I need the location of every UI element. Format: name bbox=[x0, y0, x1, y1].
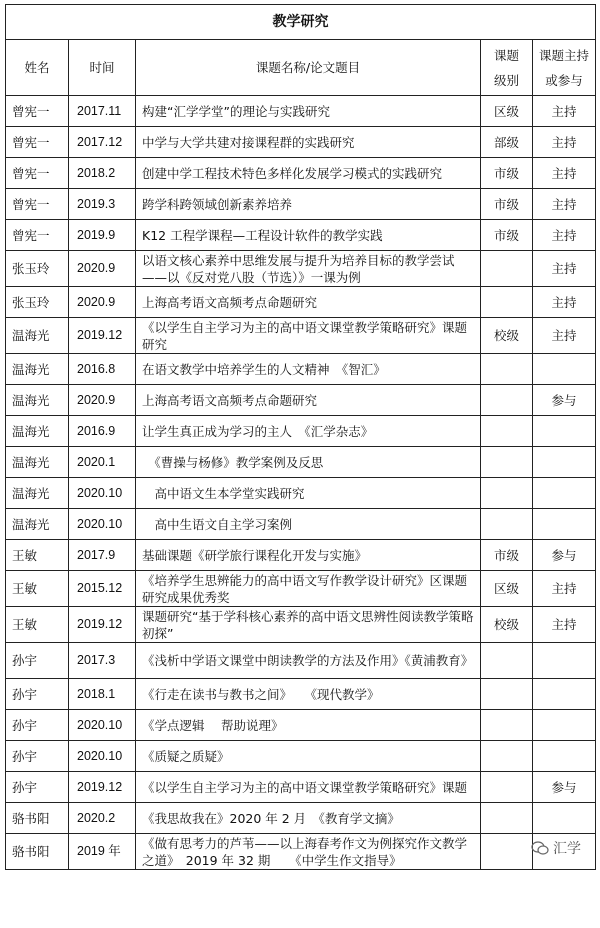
cell-topic: 在语文教学中培养学生的人文精神 《智汇》 bbox=[136, 354, 481, 385]
cell-level: 校级 bbox=[481, 607, 533, 643]
table-row bbox=[6, 540, 596, 571]
cell-topic: 《以学生自主学习为主的高中语文课堂教学策略研究》课题 bbox=[136, 772, 481, 803]
cell-topic: 上海高考语文高频考点命题研究 bbox=[136, 385, 481, 416]
cell-name: 温海光 bbox=[6, 354, 69, 385]
cell-role: 主持 bbox=[533, 251, 596, 287]
cell-level bbox=[481, 354, 533, 385]
page bbox=[5, 4, 595, 870]
table-row bbox=[6, 710, 596, 741]
cell-level: 市级 bbox=[481, 158, 533, 189]
cell-topic: 《曹操与杨修》教学案例及反思 bbox=[136, 447, 481, 478]
cell-name: 温海光 bbox=[6, 385, 69, 416]
cell-role: 主持 bbox=[533, 189, 596, 220]
cell-topic: 《学点逻辑 帮助说理》 bbox=[136, 710, 481, 741]
table-title: 教学研究 bbox=[6, 5, 596, 40]
cell-level bbox=[481, 741, 533, 772]
table-title-row bbox=[6, 5, 596, 40]
cell-time: 2020.9 bbox=[69, 251, 136, 287]
cell-name: 孙宇 bbox=[6, 679, 69, 710]
table-header-row bbox=[6, 40, 596, 96]
cell-role: 参与 bbox=[533, 385, 596, 416]
cell-topic: 构建“汇学学堂”的理论与实践研究 bbox=[136, 96, 481, 127]
cell-time: 2020.10 bbox=[69, 710, 136, 741]
wechat-watermark bbox=[531, 838, 581, 858]
cell-topic: K12 工程学课程—工程设计软件的教学实践 bbox=[136, 220, 481, 251]
cell-role bbox=[533, 679, 596, 710]
cell-role bbox=[533, 710, 596, 741]
cell-topic: 《浅析中学语文课堂中朗读教学的方法及作用》《黄浦教育》 bbox=[136, 643, 481, 679]
cell-role bbox=[533, 354, 596, 385]
cell-topic: 《以学生自主学习为主的高中语文课堂教学策略研究》课题研究 bbox=[136, 318, 481, 354]
cell-name: 温海光 bbox=[6, 509, 69, 540]
cell-level: 部级 bbox=[481, 127, 533, 158]
cell-level bbox=[481, 251, 533, 287]
cell-topic: 《培养学生思辨能力的高中语文写作教学设计研究》区课题研究成果优秀奖 bbox=[136, 571, 481, 607]
cell-role bbox=[533, 478, 596, 509]
cell-name: 孙宇 bbox=[6, 710, 69, 741]
cell-name: 曾宪一 bbox=[6, 96, 69, 127]
cell-topic: 《质疑之质疑》 bbox=[136, 741, 481, 772]
cell-topic: 课题研究“基于学科核心素养的高中语文思辨性阅读教学策略初探” bbox=[136, 607, 481, 643]
table-row bbox=[6, 354, 596, 385]
cell-level bbox=[481, 509, 533, 540]
cell-level: 校级 bbox=[481, 318, 533, 354]
cell-name: 温海光 bbox=[6, 447, 69, 478]
cell-name: 曾宪一 bbox=[6, 189, 69, 220]
cell-role: 主持 bbox=[533, 607, 596, 643]
cell-level: 区级 bbox=[481, 96, 533, 127]
table-row bbox=[6, 189, 596, 220]
cell-name: 孙宇 bbox=[6, 643, 69, 679]
cell-time: 2020.9 bbox=[69, 287, 136, 318]
cell-level: 区级 bbox=[481, 571, 533, 607]
cell-role bbox=[533, 416, 596, 447]
watermark-text: 汇学 bbox=[553, 841, 581, 857]
cell-role bbox=[533, 643, 596, 679]
cell-name: 曾宪一 bbox=[6, 220, 69, 251]
cell-time: 2016.9 bbox=[69, 416, 136, 447]
header-level-line1: 课题 bbox=[493, 47, 519, 63]
cell-time: 2019 年 bbox=[69, 834, 136, 870]
cell-role: 参与 bbox=[533, 540, 596, 571]
table-row bbox=[6, 509, 596, 540]
table-row bbox=[6, 679, 596, 710]
cell-time: 2016.8 bbox=[69, 354, 136, 385]
table-row bbox=[6, 447, 596, 478]
cell-level bbox=[481, 710, 533, 741]
cell-topic: 《行走在读书与教书之间》 《现代教学》 bbox=[136, 679, 481, 710]
cell-role bbox=[533, 509, 596, 540]
header-level bbox=[481, 40, 533, 96]
cell-time: 2017.9 bbox=[69, 540, 136, 571]
cell-name: 王敏 bbox=[6, 540, 69, 571]
cell-topic: 中学与大学共建对接课程群的实践研究 bbox=[136, 127, 481, 158]
cell-level: 市级 bbox=[481, 189, 533, 220]
cell-name: 温海光 bbox=[6, 416, 69, 447]
cell-time: 2017.11 bbox=[69, 96, 136, 127]
cell-time: 2019.3 bbox=[69, 189, 136, 220]
table-row bbox=[6, 607, 596, 643]
cell-time: 2020.10 bbox=[69, 478, 136, 509]
cell-name: 骆书阳 bbox=[6, 803, 69, 834]
table-row bbox=[6, 834, 596, 870]
cell-level bbox=[481, 416, 533, 447]
header-role-line1: 课题主持 bbox=[538, 47, 589, 63]
header-role-line2: 或参与 bbox=[545, 72, 583, 88]
table-row bbox=[6, 478, 596, 509]
cell-level bbox=[481, 643, 533, 679]
table-row bbox=[6, 643, 596, 679]
cell-role: 主持 bbox=[533, 127, 596, 158]
cell-level bbox=[481, 447, 533, 478]
cell-role: 主持 bbox=[533, 220, 596, 251]
cell-name: 孙宇 bbox=[6, 772, 69, 803]
cell-time: 2020.10 bbox=[69, 741, 136, 772]
table-row bbox=[6, 127, 596, 158]
table-row bbox=[6, 251, 596, 287]
cell-role bbox=[533, 741, 596, 772]
cell-topic: 高中语文生本学堂实践研究 bbox=[136, 478, 481, 509]
cell-time: 2020.10 bbox=[69, 509, 136, 540]
cell-role: 主持 bbox=[533, 318, 596, 354]
cell-time: 2015.12 bbox=[69, 571, 136, 607]
cell-level bbox=[481, 478, 533, 509]
cell-role: 参与 bbox=[533, 772, 596, 803]
cell-topic: 让学生真正成为学习的主人 《汇学杂志》 bbox=[136, 416, 481, 447]
cell-name: 王敏 bbox=[6, 607, 69, 643]
header-time: 时间 bbox=[69, 40, 136, 96]
cell-role bbox=[533, 447, 596, 478]
cell-topic: 高中生语文自主学习案例 bbox=[136, 509, 481, 540]
table-row bbox=[6, 287, 596, 318]
header-topic: 课题名称/论文题目 bbox=[136, 40, 481, 96]
cell-level bbox=[481, 385, 533, 416]
cell-name: 曾宪一 bbox=[6, 127, 69, 158]
cell-name: 孙宇 bbox=[6, 741, 69, 772]
header-name: 姓名 bbox=[6, 40, 69, 96]
table-row bbox=[6, 772, 596, 803]
cell-level bbox=[481, 679, 533, 710]
cell-role: 主持 bbox=[533, 287, 596, 318]
wechat-icon bbox=[531, 841, 549, 855]
cell-level bbox=[481, 803, 533, 834]
cell-role: 主持 bbox=[533, 571, 596, 607]
table-row bbox=[6, 803, 596, 834]
cell-time: 2017.3 bbox=[69, 643, 136, 679]
cell-name: 张玉玲 bbox=[6, 251, 69, 287]
cell-topic: 《我思故我在》2020 年 2 月 《教育学文摘》 bbox=[136, 803, 481, 834]
cell-name: 温海光 bbox=[6, 478, 69, 509]
cell-name: 骆书阳 bbox=[6, 834, 69, 870]
cell-topic: 创建中学工程技术特色多样化发展学习模式的实践研究 bbox=[136, 158, 481, 189]
cell-time: 2019.12 bbox=[69, 607, 136, 643]
cell-level bbox=[481, 834, 533, 870]
cell-level bbox=[481, 772, 533, 803]
cell-topic: 以语文核心素养中思维发展与提升为培养目标的教学尝试 ——以《反对党八股（节选）》一课为例 bbox=[136, 251, 481, 287]
cell-name: 张玉玲 bbox=[6, 287, 69, 318]
cell-topic: 基础课题《研学旅行课程化开发与实施》 bbox=[136, 540, 481, 571]
cell-level: 市级 bbox=[481, 220, 533, 251]
cell-time: 2018.2 bbox=[69, 158, 136, 189]
research-table bbox=[5, 4, 596, 870]
cell-time: 2018.1 bbox=[69, 679, 136, 710]
table-row bbox=[6, 385, 596, 416]
cell-time: 2019.12 bbox=[69, 318, 136, 354]
cell-level bbox=[481, 287, 533, 318]
cell-name: 曾宪一 bbox=[6, 158, 69, 189]
header-role bbox=[533, 40, 596, 96]
cell-time: 2020.2 bbox=[69, 803, 136, 834]
cell-topic: 上海高考语文高频考点命题研究 bbox=[136, 287, 481, 318]
cell-role: 主持 bbox=[533, 158, 596, 189]
cell-time: 2020.9 bbox=[69, 385, 136, 416]
cell-time: 2019.9 bbox=[69, 220, 136, 251]
table-row bbox=[6, 741, 596, 772]
cell-topic: 跨学科跨领域创新素养培养 bbox=[136, 189, 481, 220]
cell-time: 2017.12 bbox=[69, 127, 136, 158]
table-row bbox=[6, 416, 596, 447]
cell-level: 市级 bbox=[481, 540, 533, 571]
cell-name: 温海光 bbox=[6, 318, 69, 354]
cell-role bbox=[533, 803, 596, 834]
cell-role: 主持 bbox=[533, 96, 596, 127]
table-row bbox=[6, 96, 596, 127]
table-body bbox=[6, 96, 596, 870]
table-row bbox=[6, 318, 596, 354]
cell-time: 2019.12 bbox=[69, 772, 136, 803]
table-row bbox=[6, 158, 596, 189]
table-row bbox=[6, 220, 596, 251]
table-row bbox=[6, 571, 596, 607]
cell-name: 王敏 bbox=[6, 571, 69, 607]
cell-time: 2020.1 bbox=[69, 447, 136, 478]
cell-topic: 《做有思考力的芦苇——以上海春考作文为例探究作文教学之道》 2019 年 32 期 《中学生作文指导》 bbox=[136, 834, 481, 870]
header-level-line2: 级别 bbox=[493, 72, 519, 88]
